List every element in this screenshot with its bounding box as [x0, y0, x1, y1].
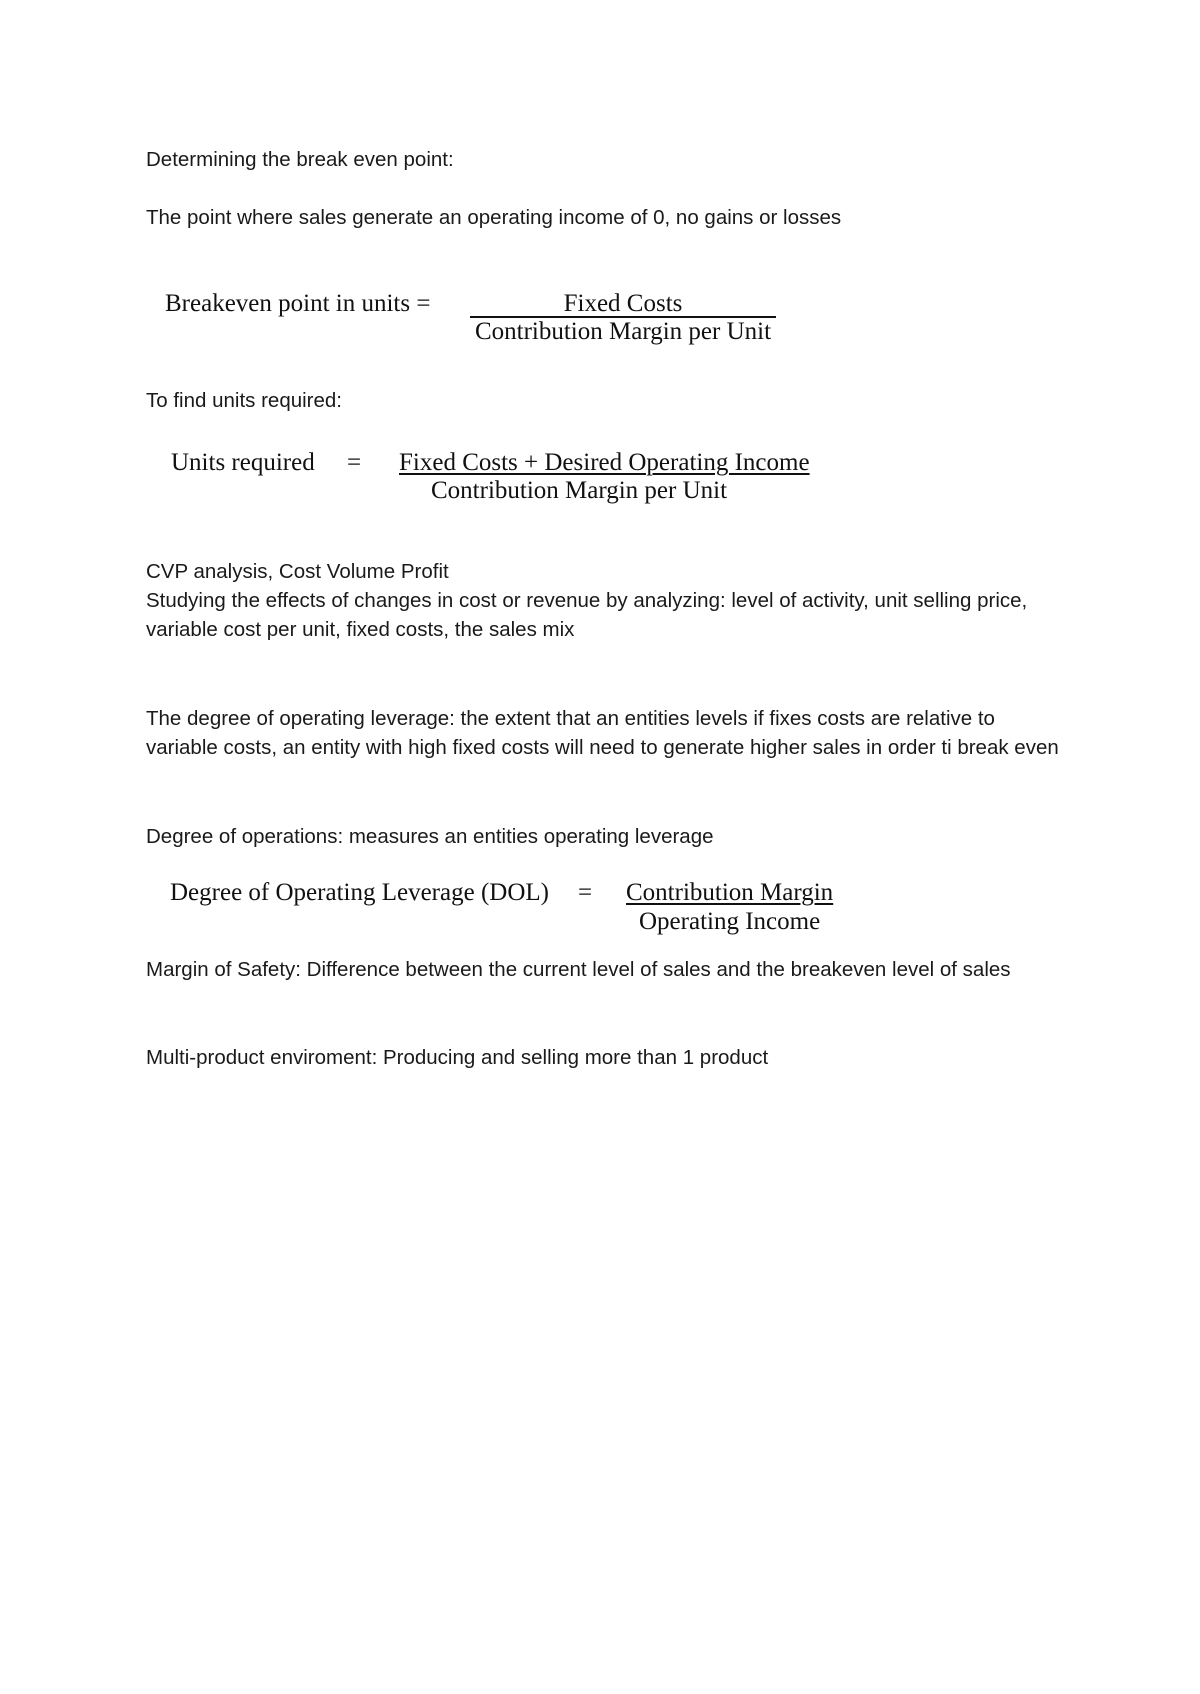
heading-breakeven: Determining the break even point:: [146, 148, 454, 171]
formula-numerator: Fixed Costs: [563, 290, 683, 317]
formula-denominator: Contribution Margin per Unit: [474, 318, 772, 345]
cvp-description: Studying the effects of changes in cost or revenue by analyzing: level of activity, unit selling price, variable cost per unit, fixed costs, the sales mix: [146, 589, 1028, 641]
heading-units-required: To find units required:: [146, 389, 343, 412]
formula-equals: =: [347, 449, 362, 476]
degree-of-operations: Degree of operations: measures an entities operating leverage: [146, 825, 714, 848]
formula-denominator: Contribution Margin per Unit: [431, 477, 728, 504]
formula-equals: =: [578, 879, 593, 906]
operating-leverage-description: The degree of operating leverage: the extent that an entities levels if fixes costs are relative to variable costs, an entity with high fixed costs will need to generate higher sales in order ti break even: [146, 707, 1059, 759]
formula-lhs: Breakeven point in units =: [165, 290, 431, 317]
formula-numerator: Contribution Margin: [626, 879, 834, 906]
breakeven-definition: The point where sales generate an operating income of 0, no gains or losses: [146, 206, 842, 229]
heading-cvp: CVP analysis, Cost Volume Profit: [146, 560, 449, 583]
formula-denominator: Operating Income: [639, 908, 821, 935]
formula-lhs: Units required: [171, 449, 315, 476]
formula-numerator: Fixed Costs + Desired Operating Income: [399, 449, 810, 476]
formula-lhs: Degree of Operating Leverage (DOL): [170, 879, 549, 906]
multi-product-environment: Multi-product enviroment: Producing and selling more than 1 product: [146, 1046, 769, 1069]
margin-of-safety: Margin of Safety: Difference between the current level of sales and the breakeven level of sales: [146, 958, 1011, 981]
